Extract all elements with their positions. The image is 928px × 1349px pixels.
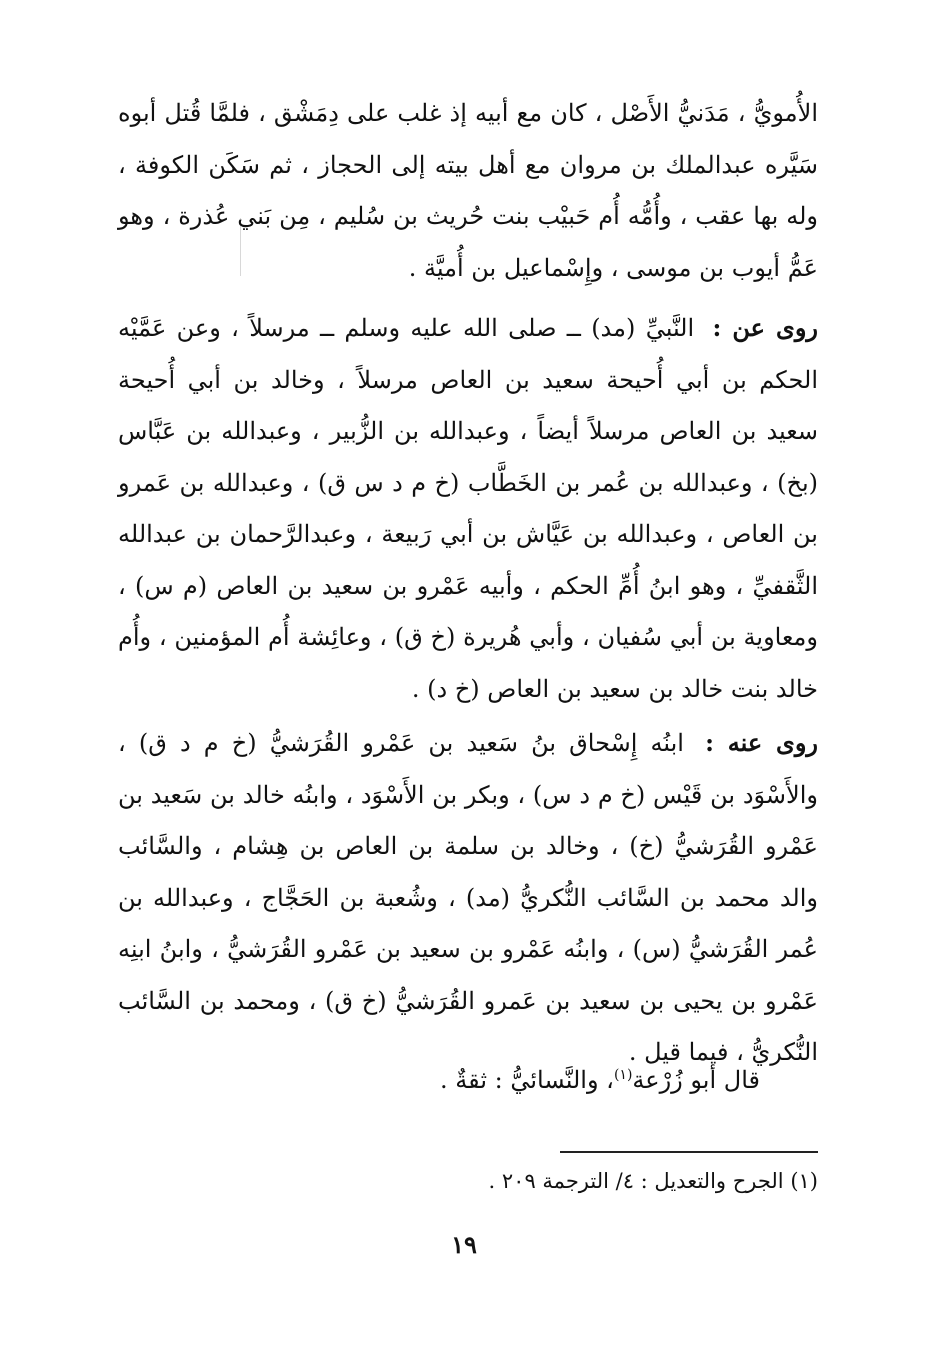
narrated-by-text: ابنُه إِسْحاق بنُ سَعيد بن عَمْرو القُرَشيُّ (خ م د ق) ، والأَسْوَد بن قَيْس (خ م د س) ، وبكر بن الأَسْوَد ، وابنُه خالد بن سَعيد بن عَمْرو القُرَشيُّ (خ) ، وخالد بن سلمة بن العاص بن هِشام ، والسَّائب والد محمد بن السَّائب النُّكريُّ (مد) ، وشُعبة بن الحَجَّاج ، وعبدالله بن عُمر القُرَشيُّ (س) ، وابنُه عَمْرو بن سعيد بن عَمْرو القُرَشيُّ ، وابنُ ابنِه عَمْرو بن يحيى بن سعيد بن عَمرو القُرَشيُّ (خ ق) ، ومحمد بن السَّائب النُّكريُّ ، فيما قيل . [118,729,818,1066]
footnote: (١) الجرح والتعديل : ٤/ الترجمة ٢٠٩ . [488,1169,818,1193]
narrated-by-heading: روى عنه : [705,728,819,757]
narrated-from-text: النَّبيِّ (مد) ــ صلى الله عليه وسلم ــ مرسلاً ، وعن عَمَّيْه الحكم بن أبي أُحيحة سعيد بن العاص مرسلاً ، وخالد بن أبي أُحيحة سعيد بن العاص مرسلاً أيضاً ، وعبدالله بن الزُّبير ، وعبدالله بن عَبَّاس (بخ) ، وعبدالله بن عُمر بن الخَطَّاب (خ م د س ق) ، وعبدالله بن عَمرو بن العاص ، وعبدالله بن عَيَّاش بن أبي رَبيعة ، وعبدالرَّحمان بن عبدالله الثَّقفيِّ ، وهو ابنُ أُمِّ الحكم ، وأبيه عَمْرو بن سعيد بن العاص (م س) ، ومعاوية بن أبي سُفيان ، وأبي هُريرة (خ ق) ، وعائِشة أُم المؤمنين ، وأُم خالد بنت خالد بن سعيد بن العاص (خ د) . [118,314,818,703]
narrated-from-heading: روى عن : [712,313,819,342]
narrated-by-paragraph [118,717,818,1079]
grading-paragraph [118,1055,818,1107]
grading-line [440,1066,818,1094]
footnote-reference[interactable]: (١) [613,1067,633,1083]
biography-text: الأُمويُّ ، مَدَنيُّ الأَصْل ، كان مع أبيه إذ غلب على دِمَشْق ، فلمَّا قُتل أبوه سَيَّره عبدالملك بن مروان مع أهل بيته إلى الحجاز ، ثم سَكَن الكوفة ، وله بها عقب ، وأُمُّه أُم حَبيْب بنت حُريث بن سُليم ، مِن بَني عُذرة ، وهو عَمُّ أيوب بن موسى ، وإِسْماعيل بن أُميَّة . [118,99,818,282]
narrated-from-paragraph [118,302,818,715]
grading-text-end: ، والنَّسائيُّ : ثقةٌ . [440,1066,614,1094]
grading-text-start: قال أبو زُرْعة [632,1066,760,1094]
biography-paragraph [118,88,818,294]
page-number: ١٩ [451,1230,477,1259]
footnote-divider [560,1151,818,1153]
